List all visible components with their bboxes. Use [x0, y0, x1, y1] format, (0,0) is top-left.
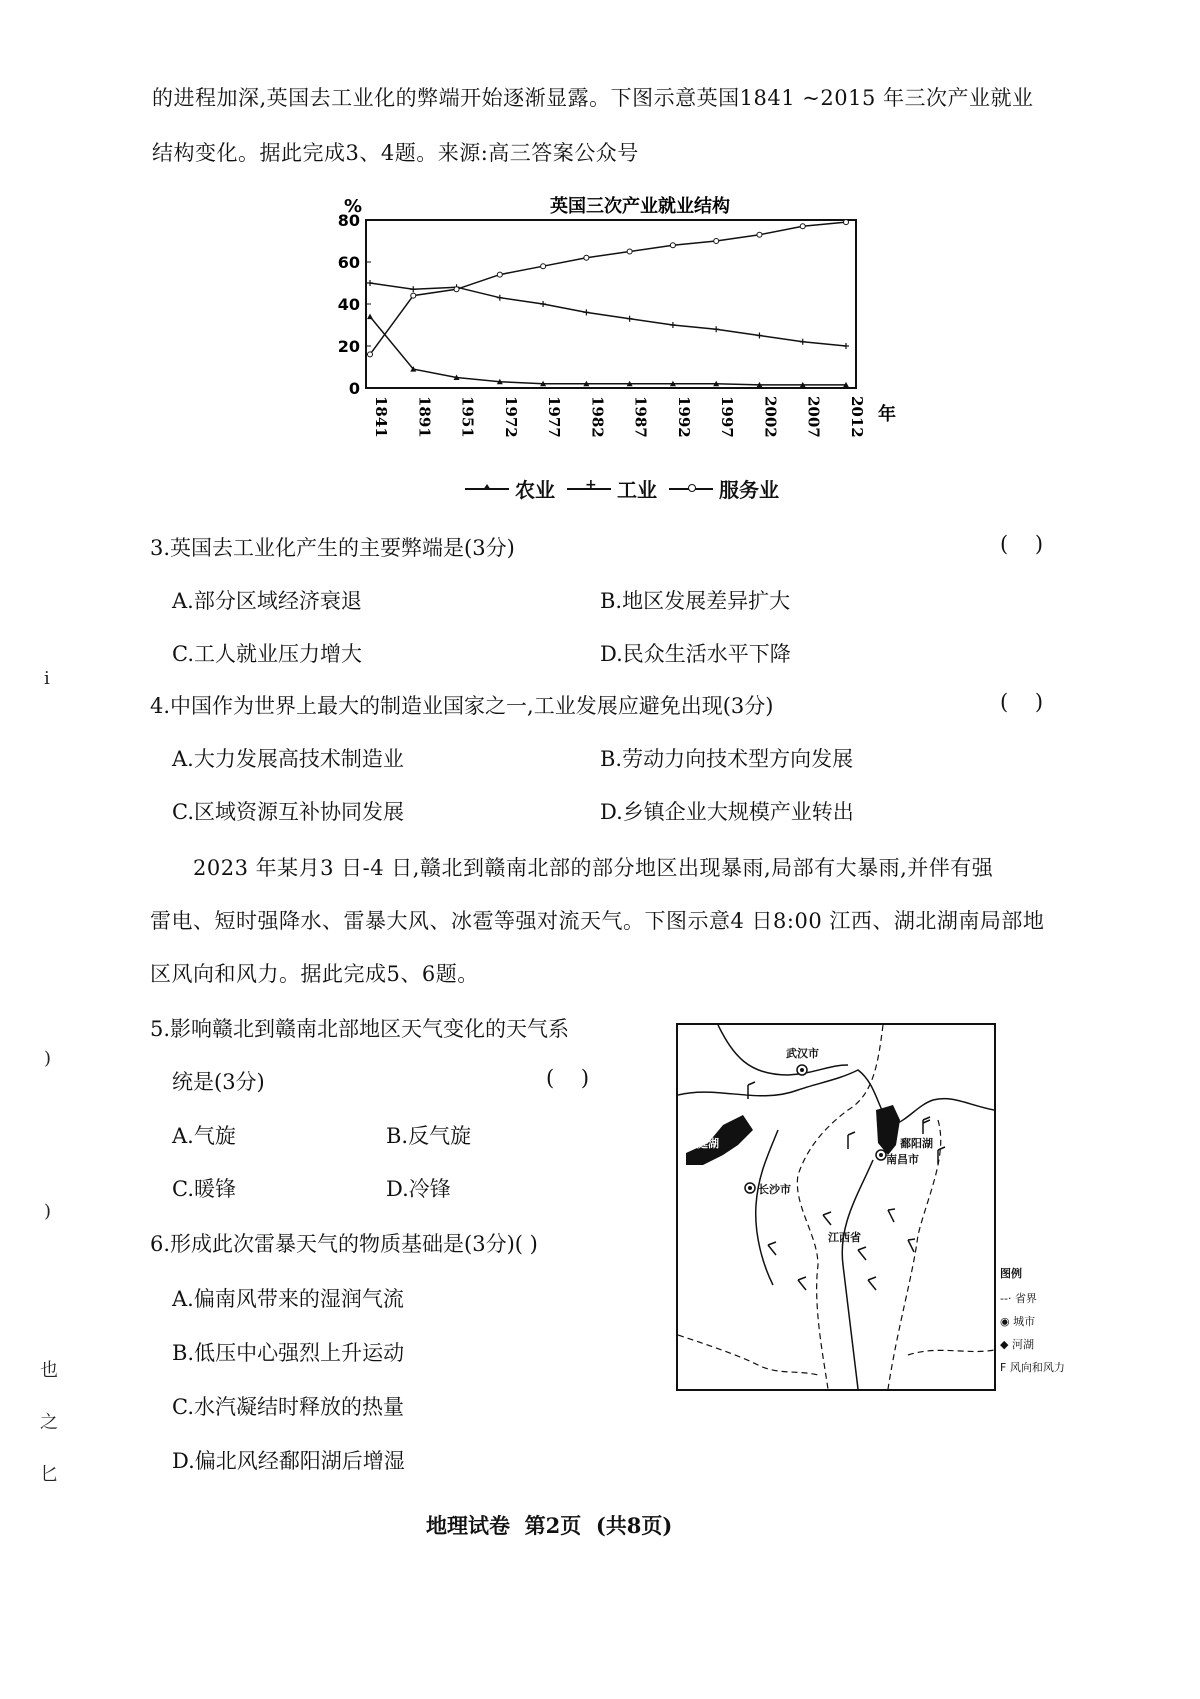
legend-lake-label: 河湖 [1011, 1338, 1034, 1351]
x-tick-label: 1951 [458, 396, 477, 438]
data-point-1-1 [410, 286, 416, 292]
map-legend-title: 图例 [1000, 1267, 1022, 1280]
q5-stem-line-1: 5.影响赣北到赣南北部地区天气变化的天气系 [150, 1017, 570, 1041]
y-tick-label: 60 [337, 253, 360, 272]
intro-line-1: 的进程加深,英国去工业化的弊端开始逐渐显露。下图示意英国1841 ~2015 年三次产业就业 [152, 86, 1034, 110]
q3-option-c: C.工人就业压力增大 [172, 642, 362, 666]
margin-mark-6: 匕 [40, 1464, 58, 1485]
margin-mark-3: ) [44, 1201, 52, 1222]
province-boundary-southeast [908, 1350, 994, 1355]
data-point-2-8 [714, 239, 719, 244]
plot-frame [366, 220, 856, 388]
q3-option-b: B.地区发展差异扩大 [600, 589, 791, 613]
x-tick-label: 1977 [545, 396, 564, 438]
q3-option-a: A.部分区域经济衰退 [172, 589, 362, 613]
q6-option-a: A.偏南风带来的湿润气流 [172, 1287, 404, 1311]
data-point-1-5 [583, 309, 589, 315]
q5-answer-paren: ( ) [546, 1066, 590, 1090]
y-tick-label: 80 [337, 211, 360, 230]
x-tick-label: 1841 [372, 396, 390, 438]
series-layer [367, 220, 849, 388]
x-tick-label: 2007 [804, 396, 823, 438]
data-point-1-4 [540, 301, 546, 307]
q6-option-c: C.水汽凝结时释放的热量 [172, 1395, 404, 1419]
province-boundary-west [797, 1025, 883, 1389]
q5-option-c: C.暖锋 [172, 1177, 236, 1201]
passage-line-3: 区风向和风力。据此完成5、6题。 [150, 962, 479, 986]
legend-service: 服务业 [719, 478, 779, 502]
data-point-1-7 [670, 322, 676, 328]
weather-map [676, 1023, 996, 1391]
boundary-symbol-icon: --· [1000, 1292, 1012, 1305]
y-tick-label: 40 [337, 295, 360, 314]
legend-swatch-agriculture [465, 488, 509, 490]
q5-option-b: B.反气旋 [386, 1124, 472, 1148]
legend-wind-label: 风向和风力 [1009, 1361, 1065, 1374]
changsha-label: 长沙市 [758, 1183, 791, 1196]
gan-river [842, 1160, 873, 1389]
yangtze-river [678, 1070, 893, 1125]
data-point-2-10 [800, 224, 805, 229]
data-point-2-7 [670, 243, 675, 248]
lake-symbol-icon: ◆ [1000, 1338, 1009, 1351]
q4-option-b: B.劳动力向技术型方向发展 [600, 747, 854, 771]
q6-stem: 6.形成此次雷暴天气的物质基础是(3分)( ) [150, 1232, 538, 1256]
nanchang-label: 南昌市 [886, 1153, 919, 1166]
y-tick-label: 20 [337, 337, 360, 356]
page-footer: 地理试卷 第2页 (共8页) [426, 1513, 673, 1538]
q3-stem: 3.英国去工业化产生的主要弊端是(3分) [150, 536, 515, 560]
xiang-river [756, 1130, 778, 1285]
data-point-2-11 [844, 220, 849, 225]
legend-boundary-label: 省界 [1014, 1292, 1037, 1305]
x-tick-label: 2012 [848, 396, 866, 438]
q4-option-c: C.区域资源互补协同发展 [172, 800, 404, 824]
chart-legend [465, 474, 779, 503]
margin-mark-4: 也 [40, 1360, 58, 1381]
margin-mark-2: ) [44, 1048, 52, 1069]
x-tick-label: 1992 [674, 396, 693, 438]
wind-barb-symbol-icon: F [1000, 1361, 1007, 1374]
q6-option-b: B.低压中心强烈上升运动 [172, 1341, 405, 1365]
x-tick-label: 1987 [631, 396, 650, 438]
series-line-0 [370, 317, 846, 385]
series-line-1 [370, 283, 846, 346]
map-drawing [678, 1025, 994, 1389]
passage-line-2: 雷电、短时强降水、雷暴大风、冰雹等强对流天气。下图示意4 日8:00 江西、湖北湖南局部地 [150, 909, 1045, 933]
legend-agriculture: 农业 [515, 478, 555, 502]
x-tick-label: 1997 [718, 396, 737, 438]
data-point-2-5 [584, 255, 589, 260]
q3-option-d: D.民众生活水平下降 [600, 642, 791, 666]
data-point-0-0 [367, 314, 373, 320]
chart-title: 英国三次产业就业结构 [550, 196, 730, 217]
x-tick-label: 1982 [588, 396, 607, 438]
x-axis-ticks [372, 396, 866, 438]
margin-mark-1: i [44, 668, 50, 689]
x-tick-label: 2002 [761, 396, 780, 438]
data-point-1-3 [497, 295, 503, 301]
data-point-1-9 [756, 333, 762, 339]
poyang-lake [876, 1105, 900, 1155]
data-point-1-11 [843, 343, 849, 349]
data-point-2-0 [368, 352, 373, 357]
q6-option-d: D.偏北风经鄱阳湖后增湿 [172, 1449, 405, 1473]
employment-structure-chart [330, 190, 900, 470]
x-unit-label: 年 [878, 404, 896, 425]
data-point-1-0 [367, 280, 373, 286]
y-unit-label: % [344, 196, 363, 217]
dongting-label: 洞庭湖 [686, 1137, 719, 1150]
y-tick-label: 0 [348, 379, 360, 398]
q5-option-a: A.气旋 [172, 1124, 236, 1148]
x-tick-label: 1972 [501, 396, 520, 438]
data-point-2-2 [454, 287, 459, 292]
x-tick-label: 1891 [415, 396, 434, 438]
map-legend-lake [1000, 1336, 1034, 1352]
q5-stem-line-2: 统是(3分) [172, 1070, 265, 1094]
legend-swatch-industry [567, 488, 611, 490]
q4-option-d: D.乡镇企业大规模产业转出 [600, 800, 854, 824]
q3-answer-paren: ( ) [1000, 532, 1044, 556]
data-point-2-9 [757, 232, 762, 237]
margin-mark-5: 之 [40, 1412, 58, 1433]
city-symbol-icon: ◉ [1000, 1315, 1010, 1328]
data-point-1-10 [800, 339, 806, 345]
legend-industry: 工业 [617, 478, 657, 502]
river-east [893, 1099, 994, 1125]
data-point-1-6 [627, 316, 633, 322]
q4-answer-paren: ( ) [1000, 690, 1044, 714]
jiangxi-label: 江西省 [828, 1231, 861, 1244]
river-upper [718, 1025, 848, 1075]
wuhan-label: 武汉市 [786, 1047, 819, 1060]
q5-option-d: D.冷锋 [386, 1177, 451, 1201]
legend-swatch-service [669, 488, 713, 490]
data-point-2-1 [411, 293, 416, 298]
intro-line-2: 结构变化。据此完成3、4题。来源:高三答案公众号 [152, 141, 639, 165]
legend-city-label: 城市 [1013, 1315, 1036, 1328]
province-boundary-south [678, 1335, 818, 1375]
q4-option-a: A.大力发展高技术制造业 [172, 747, 404, 771]
poyang-label: 鄱阳湖 [900, 1137, 933, 1150]
passage-line-1: 2023 年某月3 日-4 日,赣北到赣南北部的部分地区出现暴雨,局部有大暴雨,并伴有强 [193, 856, 994, 880]
map-legend-wind [1000, 1359, 1065, 1375]
map-legend-city [1000, 1313, 1035, 1329]
map-legend-boundary [1000, 1290, 1037, 1306]
data-point-2-4 [541, 264, 546, 269]
data-point-1-8 [713, 326, 719, 332]
data-point-2-3 [497, 272, 502, 277]
data-point-2-6 [627, 249, 632, 254]
q4-stem: 4.中国作为世界上最大的制造业国家之一,工业发展应避免出现(3分) [150, 694, 774, 718]
